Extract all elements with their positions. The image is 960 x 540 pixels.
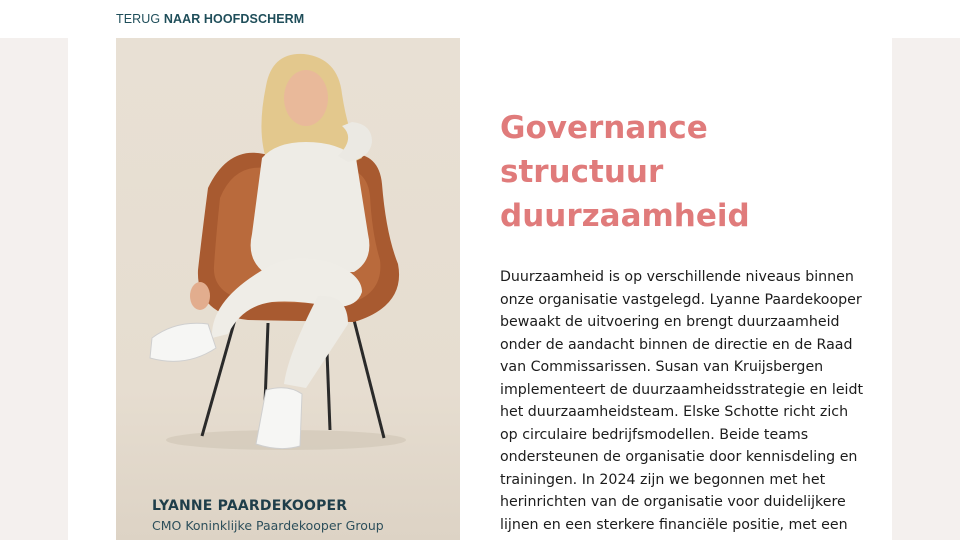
body-line: onze organisatie vastgelegd. Lyanne Paardekooper xyxy=(500,291,862,308)
body-line: Duurzaamheid is op verschillende niveaus binnen xyxy=(500,269,854,285)
body-line: implementeert de duurzaamheidsstrategie en leidt xyxy=(500,381,864,398)
body-line: het duurzaamheidsteam. Elske Schotte richt zich xyxy=(500,404,849,420)
body-line: ondersteunen de organisatie door kennisdeling en xyxy=(500,449,858,465)
body-line: herinrichten van de organisatie voor duidelijkere xyxy=(500,494,846,510)
portrait-photo xyxy=(116,38,460,540)
body-line: lijnen en een sterkere financiële positie, met een xyxy=(500,516,848,533)
title-line: duurzaamheid xyxy=(500,198,750,234)
top-bar xyxy=(0,0,960,38)
body-line: trainingen. In 2024 zijn we begonnen met het xyxy=(500,471,826,488)
back-link-prefix: TERUG xyxy=(116,12,161,26)
portrait-role: CMO Koninklijke Paardekooper Group xyxy=(152,518,384,533)
back-to-home-link[interactable] xyxy=(116,12,304,26)
portrait-name: LYANNE PAARDEKOOPER xyxy=(152,498,348,514)
title-line: Governance xyxy=(500,110,708,146)
body-line: bewaakt de uitvoering en brengt duurzaamheid xyxy=(500,314,840,330)
article-body xyxy=(500,266,864,536)
back-link-label: NAAR HOOFDSCHERM xyxy=(163,12,305,26)
portrait-illustration xyxy=(116,38,460,540)
body-line: op circulaire bedrijfsmodellen. Beide teams xyxy=(500,426,809,443)
body-line: van Commissarissen. Susan van Kruijsbergen xyxy=(500,359,824,375)
body-line: onder de aandacht binnen de directie en de Raad xyxy=(500,336,853,353)
title-line: structuur xyxy=(500,154,664,190)
page-title xyxy=(500,106,860,238)
